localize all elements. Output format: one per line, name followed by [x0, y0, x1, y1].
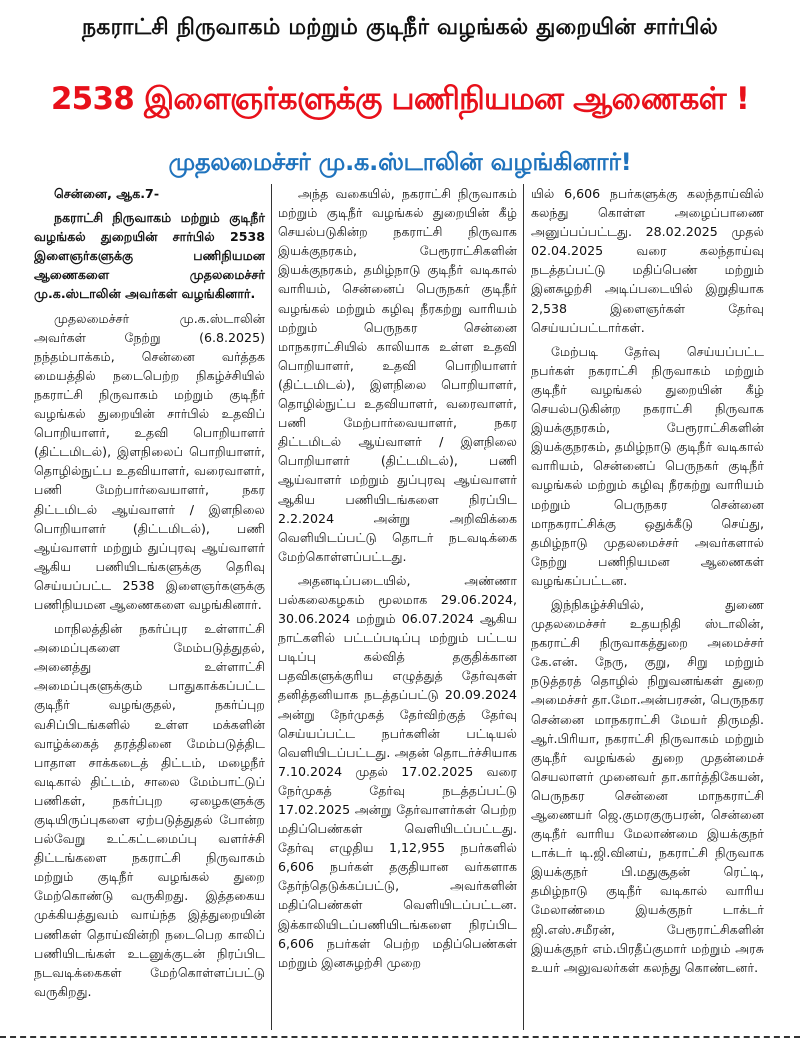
paragraph: மாநிலத்தின் நகர்ப்புர உள்ளாட்சி அமைப்புகளை மேம்படுத்துதல், அனைத்து உள்ளாட்சி அமைப்புகளுக்கும் பாதுகாக்கப்பட்ட குடிநீர் வழங்குதல், நகர்ப்புற வசிப்பிடங்களில் உள்ள மக்களின் வாழ்க்கைத் தரத்தினை மேம்படுத்திட பாதாள சாக்கடைத் திட்டம், மழைநீர் வடிகால் திட்டம், சாலை மேம்பாட்டுப் பணிகள், நகர்ப்புற ஏழைகளுக்கு குடியிருப்புகளை ஏற்படுத்துதல் போன்ற பல்வேறு உட்கட்டமைப்பு வளர்ச்சி திட்டங்களை நகராட்சி நிருவாகம் மற்றும் குடிநீர் வழங்கல் துறை மேற்கொண்டு வருகிறது. இத்தகைய முக்கியத்துவம் வாய்ந்த இத்துறையின் பணிகள் தொய்வின்றி நடைபெற காலிப் பணியிடங்கள் உடனுக்குடன் நிரப்பிட நடவடிக்கைகள் மேற்கொள்ளப்பட்டு வருகிறது.	[34, 621, 265, 999]
paragraph: மேற்படி தேர்வு செய்யப்பட்ட நபர்கள் நகராட்சி நிருவாகம் மற்றும் குடிநீர் வழங்கல் துறையின் கீழ் செயல்படுகின்ற நகராட்சி நிருவாக இயக்குநரகம், பேரூராட்சிகளின் இயக்குநரகம், தமிழ்நாடு குடிநீர் வடிகால் வாரியம், சென்னைப் பெருநகர் குடிநீர் வழங்கல் மற்றும் கழிவு நீரகற்று வாரியம் மற்றும் பெருநகர சென்னை மாநகராட்சிக்கு ஒதுக்கீடு செய்து, தமிழ்நாடு முதலமைச்சர் அவர்களால் நேற்று பணிநியமன ஆணைகள் வழங்கப்பட்டன.	[531, 343, 764, 588]
bottom-divider	[0, 1036, 800, 1038]
subhead-text: முதலமைச்சர் மு.க.ஸ்டாலின் வழங்கினார்!	[168, 147, 632, 176]
lead-paragraph: நகராட்சி நிருவாகம் மற்றும் குடிநீர் வழங்கல் துறையின் சார்பில் 2538 இளைஞர்களுக்கு பணிநியமன ஆணைகளை முதலமைச்சர் மு.க.ஸ்டாலின் அவர்கள் வழங்கினார்.	[34, 210, 265, 302]
kicker-text: நகராட்சி நிருவாகம் மற்றும் குடிநீர் வழங்கல் துறையின் சார்பில்	[81, 15, 718, 40]
subheadline	[0, 146, 800, 180]
main-headline	[6, 58, 794, 144]
paragraph-continued: யில் 6,606 நபர்களுக்கு கலந்தாய்வில் கலந்து கொள்ள அழைப்பாணை அனுப்பப்பட்டது. 28.02.2025 முதல் 02.04.2025 வரை கலந்தாய்வு நடத்தப்பட்டு மதிப்பெண் மற்றும் இனசுழற்சி அடிப்படையில் இறுதியாக 2,538 இளைஞர்கள் தேர்வு செய்யப்பட்டார்கள்.	[531, 186, 764, 335]
paragraph: இந்நிகழ்ச்சியில், துணை முதலமைச்சர் உதயநிதி ஸ்டாலின், நகராட்சி நிருவாகத்துறை அமைச்சர் கே.என். நேரு, குறு, சிறு மற்றும் நடுத்தரத் தொழில் நிறுவனங்கள் துறை அமைச்சர் தா.மோ.அன்பரசன், பெருநகர சென்னை மாநகராட்சி மேயர் திருமதி. ஆர்.பிரியா, நகராட்சி நிருவாகம் மற்றும் குடிநீர் வழங்கல் துறை முதன்மைச் செயலாளர் முனைவர் தா.கார்த்திகேயன், பெருநகர சென்னை மாநகராட்சி ஆணையர் ஜெ.குமரகுருபரன், சென்னை குடிநீர் வாரிய மேலாண்மை இயக்குநர் டாக்டர் டி.ஜி.வினய், நகராட்சி நிருவாக இயக்குநர் பி.மதுசூதன் ரெட்டி, தமிழ்நாடு குடிநீர் வடிகால் வாரிய மேலாண்மை இயக்குநர் டாக்டர் ஜி.எஸ்.சமீரன், பேரூராட்சிகளின் இயக்குநர் எம்.பிரதீப்குமார் மற்றும் அரசு உயர் அலுவலர்கள் கலந்து கொண்டனர்.	[531, 596, 764, 975]
paragraph: முதலமைச்சர் மு.க.ஸ்டாலின் அவர்கள் நேற்று (6.8.2025) நந்தம்பாக்கம், சென்னை வர்த்தக மையத்தில் நடைபெற்ற நிகழ்ச்சியில் நகராட்சி நிருவாகம் மற்றும் குடிநீர் வழங்கல் துறையின் சார்பில் உதவிப் பொறியாளர், உதவி பொறியாளர் (திட்டமிடல்), இளநிலைப் பொறியாளர், தொழில்நுட்ப உதவியாளர், வரைவாளர், பணி மேற்பார்வையாளர், நகர திட்டமிடல் ஆய்வாளர் / இளநிலை பொறியாளர் (திட்டமிடல்), பணி ஆய்வாளர் மற்றும் துப்புரவு ஆய்வாளர் ஆகிய பணியிடங்களுக்கு தெரிவு செய்யப்பட்ட 2538 இளைஞர்களுக்கு பணிநியமன ஆணைகளை வழங்கினார்.	[34, 310, 265, 612]
column-3	[524, 184, 764, 1030]
column-1	[34, 184, 272, 1030]
dateline: சென்னை, ஆக.7-	[54, 186, 160, 201]
kicker-heading	[0, 6, 800, 52]
paragraph: அந்த வகையில், நகராட்சி நிருவாகம் மற்றும் குடிநீர் வழங்கல் துறையின் கீழ் செயல்படுகின்ற நகராட்சி நிருவாக இயக்குநரகம், பேரூராட்சிகளின் இயக்குநரகம், தமிழ்நாடு குடிநீர் வடிகால் வாரியம், சென்னைப் பெருநகர் குடிநீர் வழங்கல் மற்றும் கழிவு நீரகற்று வாரியம் மற்றும் பெருநகர சென்னை மாநகராட்சியில் காலியாக உள்ள உதவி பொறியாளர், உதவி பொறியாளர் (திட்டமிடல்), இளநிலை பொறியாளர், தொழில்நுட்ப உதவியாளர், வரைவாளர், பணி மேற்பார்வையாளர், நகர திட்டமிடல் ஆய்வாளர் / இளநிலை பொறியாளர் (திட்டமிடல்), பணி ஆய்வாளர் மற்றும் துப்புரவு ஆய்வாளர் ஆகிய பணியிடங்களை நிரப்பிட 2.2.2024 அன்று அறிவிக்கை வெளியிடப்பட்டு தொடர் நடவடிக்கை மேற்கொள்ளப்பட்டது.	[278, 186, 517, 564]
column-2	[272, 184, 524, 1030]
article-body	[34, 184, 764, 1030]
headline-text: 2538 இளைஞர்களுக்கு பணிநியமன ஆணைகள் !	[50, 81, 750, 117]
paragraph: அதனடிப்படையில், அண்ணா பல்கலைகழகம் மூலமாக 29.06.2024, 30.06.2024 மற்றும் 06.07.2024 ஆகிய நாட்களில் பட்டப்படிப்பு மற்றும் பட்டய படிப்பு கல்வித் தகுதிக்கான பதவிகளுக்குரிய எழுத்துத் தேர்வுகள் தனித்தனியாக நடத்தப்பட்டு 20.09.2024 அன்று நேர்முகத் தேர்விற்குத் தேர்வு செய்யப்பட்ட நபர்களின் பட்டியல் வெளியிடப்பட்டது. அதன் தொடர்ச்சியாக 7.10.2024 முதல் 17.02.2025 வரை நேர்முகத் தேர்வு நடத்தப்பட்டு 17.02.2025 அன்று தேர்வாளர்கள் பெற்ற மதிப்பெண்கள் வெளியிடப்பட்டது. தேர்வு எழுதிய 1,12,955 நபர்களில் 6,606 நபர்கள் தகுதியான வர்களாக தேர்ந்தெடுக்கப்பட்டு, அவர்களின் மதிப்பெண்கள் வெளியிடப்பட்டன. இக்காலியிடப்பணியிடங்களை நிரப்பிட 6,606 நபர்கள் பெற்ற மதிப்பெண்கள் மற்றும் இனசுழற்சி முறை	[278, 572, 517, 970]
